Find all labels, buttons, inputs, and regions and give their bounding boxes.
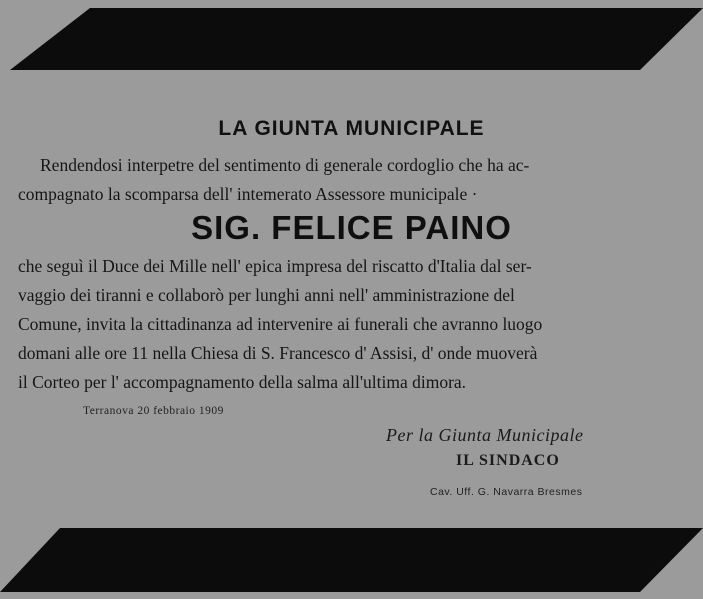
body-line: che seguì il Duce dei Mille nell' epica impresa del riscatto d'Italia dal ser- [18, 256, 532, 276]
body-line: domani alle ore 11 nella Chiesa di S. Francesco d' Assisi, d' onde muoverà [18, 343, 538, 363]
intro-line: Rendendosi interpetre del sentimento di generale cordoglio che ha ac- [40, 155, 530, 175]
body-line: vaggio dei tiranni e collaborò per lunghi anni nell' amministrazione del [18, 285, 515, 305]
body-line: il Corteo per l' accompagnamento della salma all'ultima dimora. [18, 372, 467, 392]
notice-heading: LA GIUNTA MUNICIPALE [218, 117, 485, 140]
signature-name: Cav. Uff. G. Navarra Bresmes [430, 486, 583, 498]
signature-on-behalf: Per la Giunta Municipale [386, 425, 584, 445]
intro-paragraph [18, 151, 530, 209]
bottom-mourning-band [0, 520, 703, 599]
dateline: Terranova 20 febbraio 1909 [83, 405, 224, 417]
deceased-name: SIG. FELICE PAINO [191, 209, 512, 246]
top-mourning-band [0, 0, 703, 80]
body-paragraph [18, 252, 542, 397]
intro-line: compagnato la scomparsa dell' intemerato Assessore municipale · [18, 184, 478, 204]
body-line: Comune, invita la cittadinanza ad intervenire ai funerali che avranno luogo [18, 314, 543, 334]
signature-title: IL SINDACO [456, 452, 560, 469]
